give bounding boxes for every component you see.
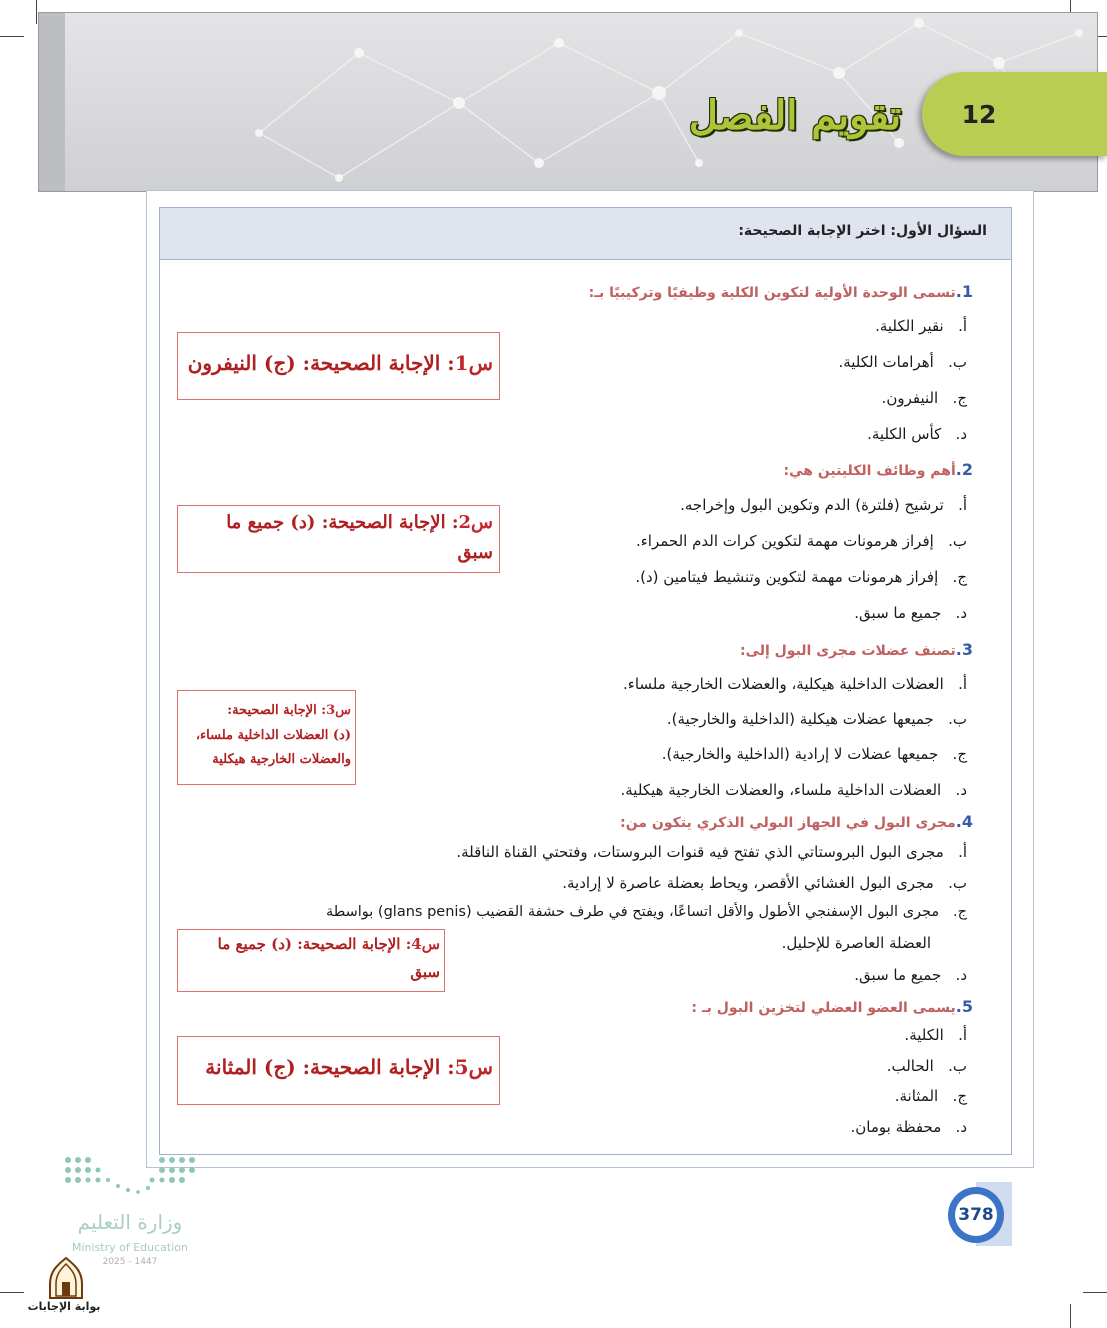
question-3: 3.تصنف عضلات مجرى البول إلى: bbox=[739, 640, 973, 659]
crop-mark bbox=[1070, 1304, 1071, 1328]
option: د. محفظة بومان. bbox=[850, 1118, 967, 1136]
section-title: السؤال الأول: اختر الإجابة الصحيحة: bbox=[738, 223, 987, 239]
question-2: 2.أهم وظائف الكليتين هي: bbox=[783, 460, 973, 479]
question-4: 4.مجرى البول في الجهاز البولي الذكري يتكون من: bbox=[620, 812, 973, 831]
page-number: 378 bbox=[955, 1194, 997, 1236]
option: ب. إفراز هرمونات مهمة لتكوين كرات الدم الحمراء. bbox=[635, 532, 967, 550]
option: ج. النيفرون. bbox=[881, 389, 967, 407]
option: أ. العضلات الداخلية هيكلية، والعضلات الخارجية ملساء. bbox=[623, 675, 967, 693]
option-continued: العضلة العاصرة للإحليل. bbox=[781, 934, 931, 952]
crop-mark bbox=[1083, 1292, 1107, 1293]
crop-mark bbox=[0, 36, 24, 37]
crop-mark bbox=[36, 0, 37, 24]
option: ج. مجرى البول الإسفنجي الأطول والأقل اتساعًا، ويفتح في طرف حشفة القضيب (glans penis) بواسطة bbox=[325, 904, 967, 920]
ministry-name-ar: وزارة التعليم bbox=[77, 1210, 183, 1234]
option: ج. جميعها عضلات لا إرادية (الداخلية والخارجية). bbox=[661, 745, 967, 763]
option: أ. ترشيح (فلترة) الدم وتكوين البول وإخراجه. bbox=[680, 496, 967, 514]
option: ب. مجرى البول الغشائي الأقصر، ويحاط بعضلة عاصرة لا إرادية. bbox=[562, 874, 967, 892]
answer-box-3: س3: الإجابة الصحيحة: (د) العضلات الداخلية ملساء، والعضلات الخارجية هيكلية bbox=[177, 690, 356, 785]
answer-box-4: س4: الإجابة الصحيحة: (د) جميع ما سبق bbox=[177, 929, 445, 992]
chapter-title: تقويم الفصل bbox=[688, 92, 902, 139]
chapter-number: 12 bbox=[961, 100, 997, 129]
answer-box-1: س1: الإجابة الصحيحة: (ج) النيفرون bbox=[177, 332, 500, 400]
option: أ. الكلية. bbox=[904, 1026, 967, 1044]
question-header bbox=[160, 208, 1011, 260]
crop-mark bbox=[0, 1292, 24, 1293]
option: ب. الحالب. bbox=[886, 1057, 967, 1075]
option: أ. مجرى البول البروستاتي الذي تفتح فيه قنوات البروستات، وفتحتي القناة الناقلة. bbox=[456, 843, 967, 861]
option: د. جميع ما سبق. bbox=[854, 604, 967, 622]
option: أ. نقير الكلية. bbox=[875, 317, 967, 335]
answer-box-2: س2: الإجابة الصحيحة: (د) جميع ما سبق bbox=[177, 505, 500, 573]
answer-box-5: س5: الإجابة الصحيحة: (ج) المثانة bbox=[177, 1036, 500, 1105]
option: ب. أهرامات الكلية. bbox=[838, 353, 967, 371]
question-1: 1.تسمى الوحدة الأولية لتكوين الكلية وظيفيًا وتركيبيًا بـ: bbox=[588, 282, 973, 301]
option: ب. جميعها عضلات هيكلية (الداخلية والخارجية). bbox=[666, 710, 967, 728]
watermark-text: بوابة الإجابات bbox=[27, 1300, 101, 1313]
ministry-name-en: Ministry of Education bbox=[71, 1241, 188, 1254]
year-label: 2025 - 1447 bbox=[102, 1257, 158, 1267]
option: د. العضلات الداخلية ملساء، والعضلات الخارجية هيكلية. bbox=[620, 781, 967, 799]
question-5: 5.يسمى العضو العضلي لتخزين البول بـ : bbox=[691, 997, 973, 1016]
ministry-logo-icon bbox=[62, 1154, 198, 1200]
option: ج. إفراز هرمونات مهمة لتكوين وتنشيط فيتامين (د). bbox=[635, 568, 967, 586]
watermark-building-icon bbox=[44, 1256, 88, 1300]
option: د. كأس الكلية. bbox=[867, 425, 967, 443]
option: د. جميع ما سبق. bbox=[854, 966, 967, 984]
chapter-tab bbox=[922, 72, 1107, 156]
option: ج. المثانة. bbox=[894, 1087, 967, 1105]
